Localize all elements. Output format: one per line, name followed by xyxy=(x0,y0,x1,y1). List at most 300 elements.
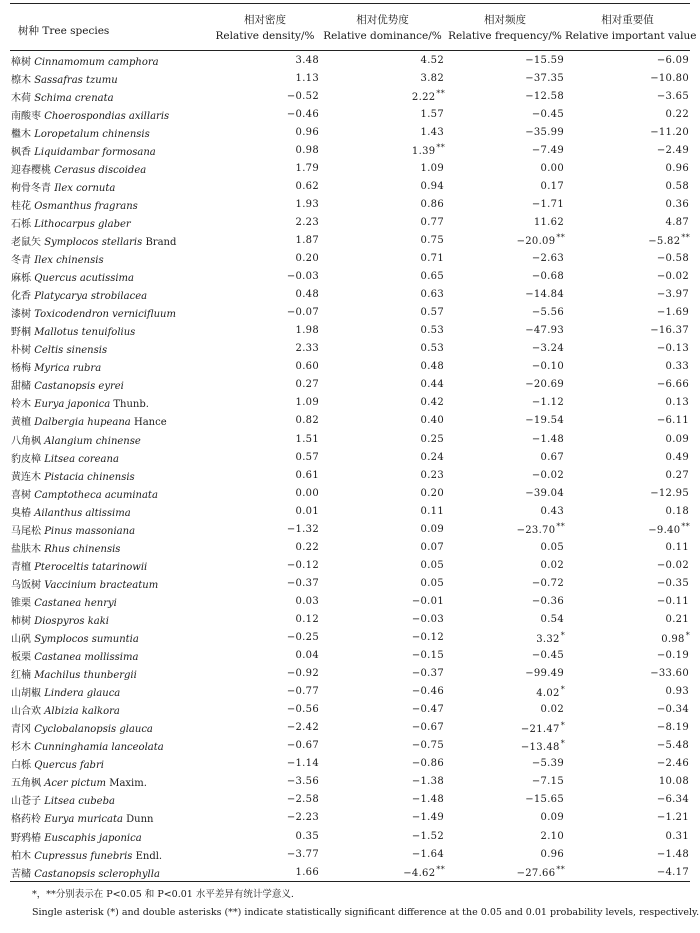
value-density: 1.98 xyxy=(295,325,319,337)
value-frequency: −35.99 xyxy=(525,126,564,138)
value-cell-frequency xyxy=(445,683,565,701)
species-chinese-name: 化香 xyxy=(11,291,31,303)
value-density: 1.51 xyxy=(295,433,319,445)
value-density: 0.03 xyxy=(295,595,319,607)
value-cell-dominance xyxy=(320,538,445,556)
species-cell xyxy=(10,159,210,177)
value-cell-frequency xyxy=(445,430,565,448)
value-cell-frequency xyxy=(445,737,565,755)
species-header-cn: 树种 xyxy=(18,25,39,37)
value-cell-importance xyxy=(565,863,690,882)
species-latin-name: Ilex chinensis xyxy=(34,255,104,267)
species-cell xyxy=(10,647,210,665)
value-cell-frequency xyxy=(445,773,565,791)
species-chinese-name: 桂花 xyxy=(11,200,31,212)
species-latin-name: Cupressus funebris xyxy=(34,850,133,862)
table-row xyxy=(10,177,690,195)
species-chinese-name: 甜槠 xyxy=(11,381,31,393)
value-cell-frequency xyxy=(445,809,565,827)
value-frequency: −19.54 xyxy=(525,415,564,427)
value-density: 0.57 xyxy=(295,451,319,463)
value-cell-density xyxy=(210,827,320,845)
value-importance: 0.98 xyxy=(661,633,685,645)
species-latin-name: Cyclobalanopsis glauca xyxy=(34,724,153,736)
species-cell xyxy=(10,755,210,773)
species-chinese-name: 山苍子 xyxy=(11,796,41,808)
value-cell-frequency xyxy=(445,250,565,268)
value-cell-dominance xyxy=(320,448,445,466)
species-cell xyxy=(10,827,210,845)
value-cell-dominance xyxy=(320,701,445,719)
value-cell-frequency xyxy=(445,286,565,304)
species-cell xyxy=(10,376,210,394)
value-frequency: 3.32 xyxy=(536,633,560,645)
value-dominance: −0.47 xyxy=(411,704,444,716)
value-cell-dominance xyxy=(320,123,445,141)
value-dominance: 0.75 xyxy=(420,234,444,246)
species-header-en: Tree species xyxy=(42,25,110,37)
value-cell-dominance xyxy=(320,286,445,304)
value-cell-dominance xyxy=(320,863,445,882)
value-cell-density xyxy=(210,123,320,141)
value-density: 2.33 xyxy=(295,343,319,355)
species-latin-name: Eurya muricata xyxy=(44,814,123,826)
species-cell xyxy=(10,592,210,610)
value-cell-dominance xyxy=(320,358,445,376)
species-latin-name: Ilex cornuta xyxy=(54,182,116,194)
value-cell-importance xyxy=(565,629,690,647)
value-density: −0.92 xyxy=(286,668,319,680)
value-dominance: 2.22 xyxy=(411,92,436,104)
table-row xyxy=(10,827,690,845)
value-cell-importance xyxy=(565,538,690,556)
species-cell xyxy=(10,231,210,249)
value-dominance: 1.39 xyxy=(411,146,436,158)
value-cell-density xyxy=(210,863,320,882)
species-latin-name: Sassafras tzumu xyxy=(34,74,118,86)
value-frequency: −20.69 xyxy=(525,379,564,391)
species-chinese-name: 格药柃 xyxy=(11,814,41,826)
value-frequency: −1.71 xyxy=(531,198,564,210)
species-cell xyxy=(10,737,210,755)
species-chinese-name: 檫木 xyxy=(11,74,31,86)
species-latin-name: Toxicodendron vernicifluum xyxy=(34,309,176,321)
significance-marker: * xyxy=(560,630,565,640)
value-cell-density xyxy=(210,773,320,791)
value-cell-dominance xyxy=(320,105,445,123)
value-dominance: −1.48 xyxy=(411,794,444,806)
value-dominance: 1.57 xyxy=(420,108,444,120)
value-importance: 0.31 xyxy=(665,830,689,842)
value-importance: −0.13 xyxy=(656,343,689,355)
value-dominance: −0.01 xyxy=(411,595,444,607)
species-chinese-name: 黄檀 xyxy=(11,417,31,429)
value-cell-density xyxy=(210,213,320,231)
value-importance: −9.40 xyxy=(648,525,681,537)
value-frequency: −23.70 xyxy=(516,525,556,537)
value-cell-importance xyxy=(565,556,690,574)
species-chinese-name: 锥栗 xyxy=(11,597,31,609)
species-chinese-name: 青冈 xyxy=(11,724,31,736)
value-importance: 0.96 xyxy=(665,162,689,174)
value-frequency: 0.02 xyxy=(540,704,564,716)
value-cell-density xyxy=(210,574,320,592)
value-frequency: −39.04 xyxy=(525,487,564,499)
species-chinese-name: 石栎 xyxy=(11,218,31,230)
value-cell-importance xyxy=(565,610,690,628)
value-cell-importance xyxy=(565,791,690,809)
species-latin-name: Liquidambar formosana xyxy=(34,146,156,158)
col-header-frequency-en: Relative frequency/% xyxy=(445,28,565,51)
value-cell-frequency xyxy=(445,538,565,556)
value-cell-frequency xyxy=(445,791,565,809)
species-table xyxy=(10,3,697,882)
value-importance: 0.49 xyxy=(665,451,689,463)
value-importance: −12.95 xyxy=(650,487,689,499)
value-density: −0.52 xyxy=(286,90,319,102)
value-cell-dominance xyxy=(320,755,445,773)
significance-marker: ** xyxy=(681,233,690,243)
value-cell-frequency xyxy=(445,629,565,647)
value-importance: −1.21 xyxy=(656,812,689,824)
value-dominance: −0.37 xyxy=(411,668,444,680)
value-frequency: −5.56 xyxy=(531,307,564,319)
value-frequency: −15.59 xyxy=(525,54,564,66)
species-latin-name: Ailanthus altissima xyxy=(34,507,131,519)
table-row xyxy=(10,719,690,737)
species-cell xyxy=(10,51,210,70)
value-frequency: −0.45 xyxy=(531,650,564,662)
value-cell-density xyxy=(210,683,320,701)
table-row xyxy=(10,213,690,231)
value-frequency: −37.35 xyxy=(525,72,564,84)
value-dominance: 0.53 xyxy=(420,325,444,337)
table-row xyxy=(10,755,690,773)
value-cell-density xyxy=(210,141,320,159)
value-cell-dominance xyxy=(320,412,445,430)
value-importance: −10.80 xyxy=(650,72,689,84)
value-cell-dominance xyxy=(320,845,445,863)
value-cell-importance xyxy=(565,809,690,827)
value-importance: −33.60 xyxy=(650,668,689,680)
species-cell xyxy=(10,520,210,538)
value-cell-density xyxy=(210,701,320,719)
col-header-dominance-cn: 相对优势度 xyxy=(320,4,445,29)
value-cell-dominance xyxy=(320,250,445,268)
value-cell-frequency xyxy=(445,665,565,683)
col-header-density-en: Relative density/% xyxy=(210,28,320,51)
value-frequency: −0.45 xyxy=(531,108,564,120)
value-density: −0.37 xyxy=(286,577,319,589)
value-density: −0.25 xyxy=(286,632,319,644)
value-cell-importance xyxy=(565,286,690,304)
value-frequency: 0.09 xyxy=(540,812,564,824)
value-importance: 10.08 xyxy=(658,776,689,788)
value-dominance: 4.52 xyxy=(420,54,444,66)
species-cell xyxy=(10,105,210,123)
table-row xyxy=(10,665,690,683)
value-cell-dominance xyxy=(320,502,445,520)
value-importance: 0.21 xyxy=(665,613,689,625)
value-cell-density xyxy=(210,51,320,70)
species-chinese-name: 冬青 xyxy=(11,255,31,267)
significance-marker: ** xyxy=(556,865,565,875)
species-header xyxy=(10,4,210,51)
value-dominance: 0.20 xyxy=(420,487,444,499)
value-cell-density xyxy=(210,358,320,376)
species-chinese-name: 苦槠 xyxy=(11,868,31,880)
value-cell-dominance xyxy=(320,51,445,70)
value-dominance: −0.15 xyxy=(411,650,444,662)
value-importance: 0.27 xyxy=(665,469,689,481)
value-cell-importance xyxy=(565,845,690,863)
value-density: 0.96 xyxy=(295,126,319,138)
value-frequency: 2.10 xyxy=(540,830,564,842)
species-authority: Thunb. xyxy=(113,399,149,411)
value-density: −3.56 xyxy=(286,776,319,788)
value-cell-dominance xyxy=(320,304,445,322)
value-dominance: −0.86 xyxy=(411,758,444,770)
table-row xyxy=(10,69,690,87)
value-dominance: 0.42 xyxy=(420,397,444,409)
value-density: 1.09 xyxy=(295,397,319,409)
value-frequency: 0.67 xyxy=(540,451,564,463)
table-row xyxy=(10,250,690,268)
value-cell-dominance xyxy=(320,213,445,231)
value-dominance: 0.07 xyxy=(420,541,444,553)
species-authority: Brand xyxy=(145,236,177,248)
table-header xyxy=(10,4,697,51)
significance-marker: * xyxy=(560,684,565,694)
table-row xyxy=(10,520,690,538)
value-cell-density xyxy=(210,376,320,394)
species-latin-name: Camptotheca acuminata xyxy=(34,489,158,501)
table-row xyxy=(10,51,690,70)
value-cell-importance xyxy=(565,231,690,249)
value-frequency: −0.10 xyxy=(531,361,564,373)
value-cell-dominance xyxy=(320,520,445,538)
species-latin-name: Schima crenata xyxy=(34,92,114,104)
value-cell-frequency xyxy=(445,304,565,322)
value-frequency: −1.48 xyxy=(531,433,564,445)
value-cell-frequency xyxy=(445,231,565,249)
value-cell-dominance xyxy=(320,809,445,827)
value-density: −0.67 xyxy=(286,740,319,752)
species-latin-name: Lithocarpus glaber xyxy=(34,218,131,230)
species-latin-name: Litsea cubeba xyxy=(44,796,115,808)
species-cell xyxy=(10,863,210,882)
value-cell-density xyxy=(210,845,320,863)
value-cell-dominance xyxy=(320,87,445,105)
value-importance: −0.11 xyxy=(656,595,689,607)
value-cell-density xyxy=(210,340,320,358)
table-row xyxy=(10,502,690,520)
table-row xyxy=(10,87,690,105)
species-cell xyxy=(10,213,210,231)
species-chinese-name: 马尾松 xyxy=(11,525,41,537)
value-cell-importance xyxy=(565,213,690,231)
value-cell-dominance xyxy=(320,195,445,213)
value-cell-density xyxy=(210,466,320,484)
value-dominance: 0.23 xyxy=(420,469,444,481)
significance-marker: * xyxy=(560,720,565,730)
species-chinese-name: 南酸枣 xyxy=(11,110,41,122)
value-cell-dominance xyxy=(320,773,445,791)
species-latin-name: Myrica rubra xyxy=(34,363,102,375)
value-frequency: −2.63 xyxy=(531,253,564,265)
species-chinese-name: 老鼠矢 xyxy=(11,236,41,248)
value-dominance: 0.77 xyxy=(420,216,444,228)
value-density: −0.12 xyxy=(286,559,319,571)
value-cell-frequency xyxy=(445,412,565,430)
value-cell-dominance xyxy=(320,177,445,195)
table-row xyxy=(10,701,690,719)
value-density: 0.35 xyxy=(295,830,319,842)
value-importance: −1.48 xyxy=(656,848,689,860)
value-cell-frequency xyxy=(445,863,565,882)
species-cell xyxy=(10,394,210,412)
value-frequency: 0.96 xyxy=(540,848,564,860)
value-cell-importance xyxy=(565,340,690,358)
species-chinese-name: 檵木 xyxy=(11,128,31,140)
value-cell-frequency xyxy=(445,574,565,592)
species-cell xyxy=(10,466,210,484)
value-importance: −6.66 xyxy=(656,379,689,391)
value-dominance: 1.09 xyxy=(420,162,444,174)
species-latin-name: Litsea coreana xyxy=(44,453,119,465)
species-chinese-name: 板栗 xyxy=(11,652,31,664)
value-density: −1.14 xyxy=(286,758,319,770)
species-latin-name: Cerasus discoidea xyxy=(54,164,147,176)
species-cell xyxy=(10,340,210,358)
species-chinese-name: 野桐 xyxy=(11,327,31,339)
value-importance: 4.87 xyxy=(665,216,689,228)
value-cell-frequency xyxy=(445,827,565,845)
table-row xyxy=(10,845,690,863)
value-cell-importance xyxy=(565,647,690,665)
value-density: 0.00 xyxy=(295,487,319,499)
value-cell-dominance xyxy=(320,592,445,610)
value-density: −0.03 xyxy=(286,271,319,283)
value-density: 0.01 xyxy=(295,505,319,517)
value-cell-density xyxy=(210,629,320,647)
value-dominance: 0.71 xyxy=(420,253,444,265)
species-latin-name: Castanea mollissima xyxy=(34,652,139,664)
value-cell-density xyxy=(210,719,320,737)
species-latin-name: Rhus chinensis xyxy=(44,543,121,555)
value-frequency: −5.39 xyxy=(531,758,564,770)
value-importance: −6.34 xyxy=(656,794,689,806)
value-cell-density xyxy=(210,665,320,683)
value-density: 1.13 xyxy=(295,72,319,84)
value-cell-density xyxy=(210,448,320,466)
value-density: −2.42 xyxy=(286,722,319,734)
value-dominance: 0.65 xyxy=(420,271,444,283)
value-density: −2.58 xyxy=(286,794,319,806)
value-importance: 0.09 xyxy=(665,433,689,445)
species-chinese-name: 臭椿 xyxy=(11,507,31,519)
value-cell-dominance xyxy=(320,484,445,502)
table-row xyxy=(10,268,690,286)
value-cell-dominance xyxy=(320,69,445,87)
value-cell-importance xyxy=(565,105,690,123)
value-density: −0.77 xyxy=(286,686,319,698)
value-cell-importance xyxy=(565,773,690,791)
value-dominance: 0.48 xyxy=(420,361,444,373)
value-cell-density xyxy=(210,286,320,304)
value-cell-dominance xyxy=(320,574,445,592)
value-density: 1.79 xyxy=(295,162,319,174)
species-chinese-name: 杨梅 xyxy=(11,363,31,375)
species-chinese-name: 红楠 xyxy=(11,670,31,682)
table-row xyxy=(10,448,690,466)
value-density: −0.46 xyxy=(286,108,319,120)
value-cell-frequency xyxy=(445,177,565,195)
value-frequency: 4.02 xyxy=(536,687,560,699)
species-latin-name: Cinnamomum camphora xyxy=(34,56,159,68)
species-latin-name: Platycarya strobilacea xyxy=(34,291,148,303)
species-cell xyxy=(10,430,210,448)
species-chinese-name: 枸骨冬青 xyxy=(11,182,51,194)
species-latin-name: Albizia kalkora xyxy=(44,706,120,718)
value-dominance: 0.57 xyxy=(420,307,444,319)
table-row xyxy=(10,863,690,882)
value-cell-density xyxy=(210,412,320,430)
species-chinese-name: 麻栎 xyxy=(11,273,31,285)
value-importance: −2.46 xyxy=(656,758,689,770)
value-dominance: 3.82 xyxy=(420,72,444,84)
species-cell xyxy=(10,719,210,737)
species-chinese-name: 柿树 xyxy=(11,615,31,627)
value-cell-frequency xyxy=(445,87,565,105)
value-density: 0.27 xyxy=(295,379,319,391)
value-density: 0.82 xyxy=(295,415,319,427)
value-cell-dominance xyxy=(320,737,445,755)
value-dominance: 0.86 xyxy=(420,198,444,210)
table-row xyxy=(10,592,690,610)
value-density: 0.20 xyxy=(295,253,319,265)
value-importance: 0.22 xyxy=(665,108,689,120)
value-cell-frequency xyxy=(445,394,565,412)
value-cell-frequency xyxy=(445,484,565,502)
value-density: 3.48 xyxy=(295,54,319,66)
value-dominance: −0.75 xyxy=(411,740,444,752)
species-cell xyxy=(10,791,210,809)
species-cell xyxy=(10,286,210,304)
value-cell-dominance xyxy=(320,610,445,628)
value-cell-importance xyxy=(565,322,690,340)
value-cell-density xyxy=(210,268,320,286)
value-cell-dominance xyxy=(320,647,445,665)
value-dominance: 0.09 xyxy=(420,523,444,535)
value-cell-importance xyxy=(565,159,690,177)
value-importance: 0.36 xyxy=(665,198,689,210)
table-row xyxy=(10,376,690,394)
value-cell-frequency xyxy=(445,556,565,574)
species-cell xyxy=(10,556,210,574)
value-importance: 0.58 xyxy=(665,180,689,192)
value-cell-frequency xyxy=(445,159,565,177)
value-cell-importance xyxy=(565,592,690,610)
value-cell-frequency xyxy=(445,466,565,484)
value-frequency: −27.66 xyxy=(516,868,556,880)
value-importance: −2.49 xyxy=(656,144,689,156)
value-cell-importance xyxy=(565,376,690,394)
value-cell-importance xyxy=(565,69,690,87)
species-latin-name: Lindera glauca xyxy=(44,688,121,700)
value-frequency: −7.49 xyxy=(531,144,564,156)
species-cell xyxy=(10,809,210,827)
